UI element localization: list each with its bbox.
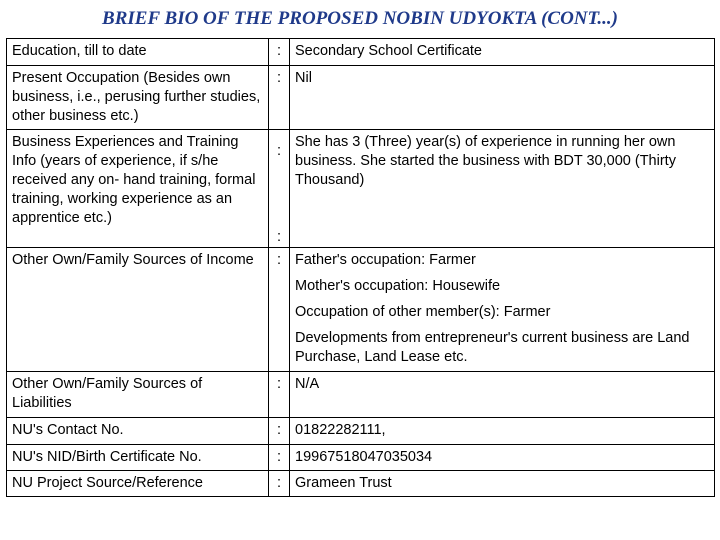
row-label: Present Occupation (Besides own business, i.e., perusing further studies, other business etc.) (7, 66, 269, 130)
table-row-liabilities (7, 372, 715, 418)
row-label: NU's NID/Birth Certificate No. (7, 445, 269, 471)
row-colon-secondary: : (276, 229, 282, 245)
other-member-occupation: Occupation of other member(s): Farmer (295, 304, 551, 320)
table-row-nid (7, 445, 715, 471)
row-colon: : (269, 39, 290, 66)
row-label: NU Project Source/Reference (7, 471, 269, 497)
table-row-education (7, 39, 715, 66)
row-colon: : (269, 445, 290, 471)
row-value: Secondary School Certificate (290, 39, 715, 66)
row-colon: : (269, 66, 290, 130)
bio-table (6, 38, 715, 497)
row-colon-cell (269, 130, 290, 248)
row-colon: : (276, 143, 282, 159)
row-value: Nil (290, 66, 715, 130)
table-row-project-source (7, 471, 715, 497)
table-row-contact (7, 418, 715, 445)
row-colon: : (269, 471, 290, 497)
row-colon: : (269, 248, 290, 372)
row-value: 19967518047035034 (290, 445, 715, 471)
row-label: NU's Contact No. (7, 418, 269, 445)
row-label: Business Experiences and Training Info (years of experience, if s/he received any on- hand training, formal training, working experience as an apprentice etc.) (7, 130, 269, 248)
table-row-family-income (7, 248, 715, 372)
mother-occupation: Mother's occupation: Housewife (295, 278, 501, 294)
row-label: Other Own/Family Sources of Liabilities (7, 372, 269, 418)
row-colon: : (269, 372, 290, 418)
row-value: 01822282111, (290, 418, 715, 445)
row-label: Other Own/Family Sources of Income (7, 248, 269, 372)
row-value: Grameen Trust (290, 471, 715, 497)
row-value-list (290, 248, 715, 372)
table-row-business-experience (7, 130, 715, 248)
father-occupation: Father's occupation: Farmer (295, 252, 476, 268)
row-value: N/A (290, 372, 715, 418)
business-developments: Developments from entrepreneur's current business are Land Purchase, Land Lease etc. (295, 330, 690, 365)
table-row-present-occupation (7, 66, 715, 130)
row-label: Education, till to date (7, 39, 269, 66)
page-title: BRIEF BIO OF THE PROPOSED NOBIN UDYOKTA (CONT...) (102, 8, 618, 29)
row-colon: : (269, 418, 290, 445)
row-value: She has 3 (Three) year(s) of experience in running her own business. She started the business with BDT 30,000 (Thirty Thousand) (290, 130, 715, 248)
